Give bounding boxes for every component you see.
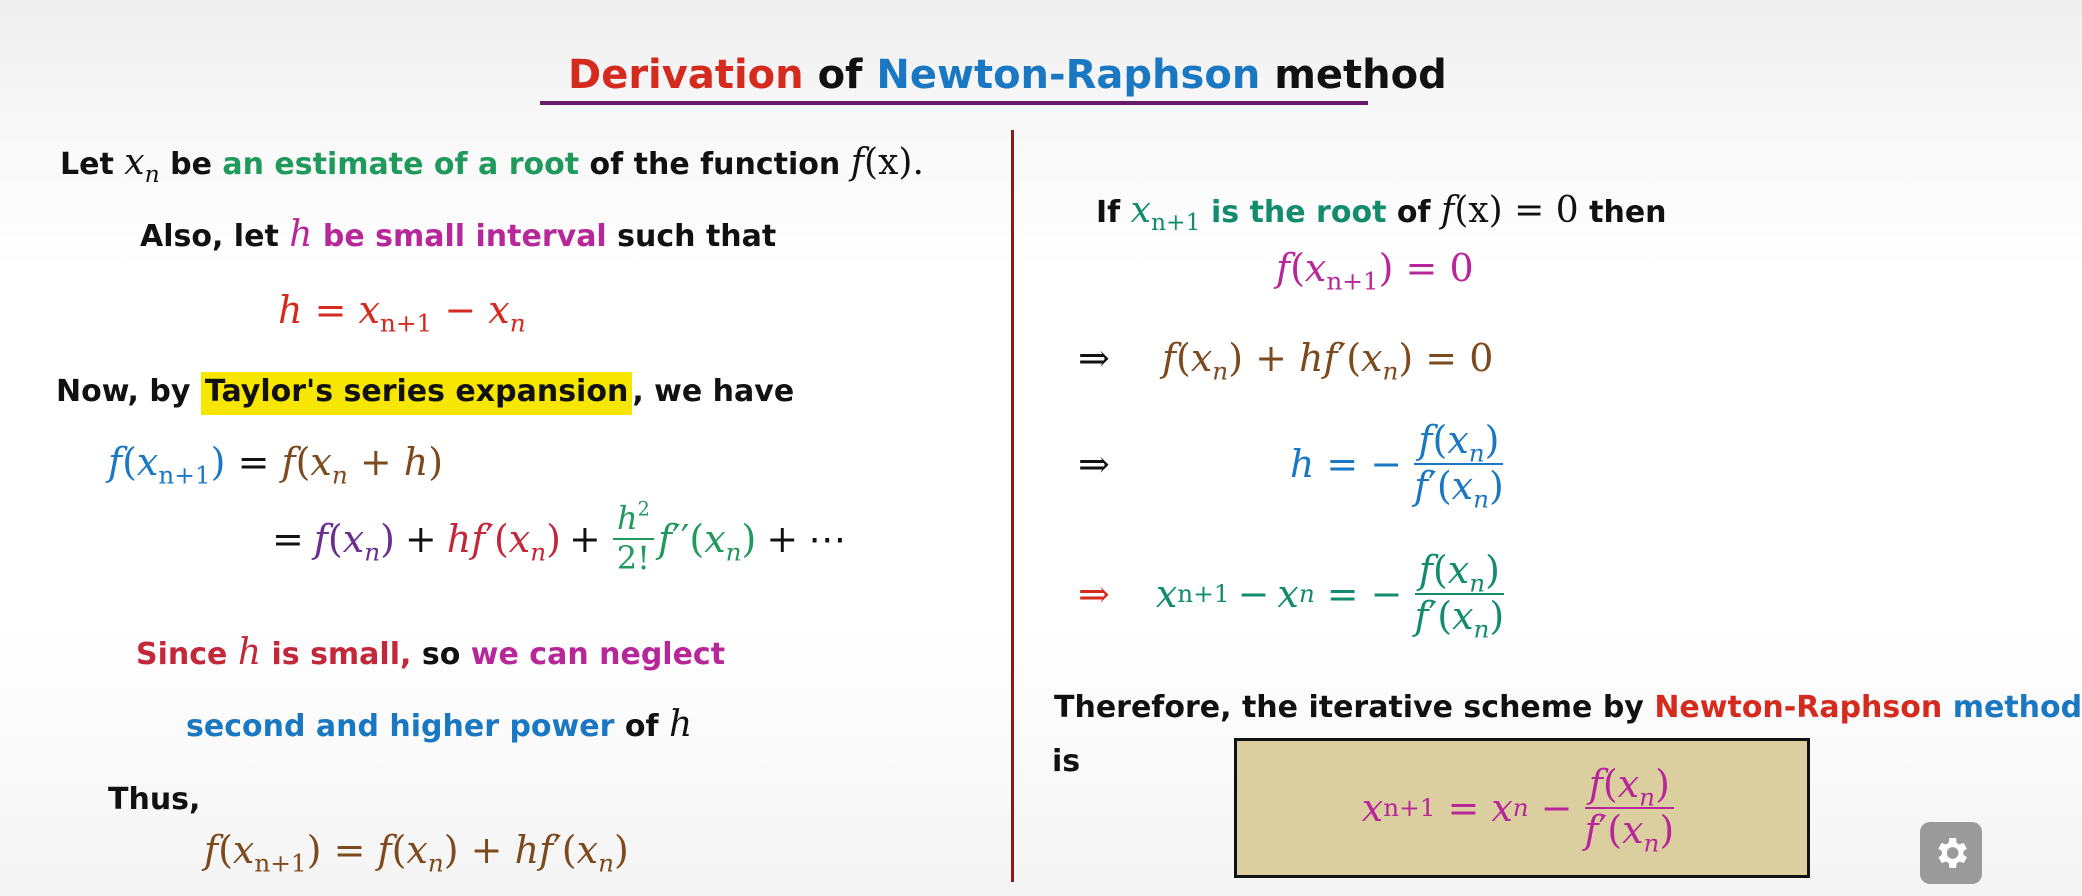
func-fx: f(x). <box>850 142 924 183</box>
equation-difference: ⇒ x n+1 − x n = − $\frac{f(x_n)}{f'(x_n)}$ <box>1078 548 1512 640</box>
line-if-root <box>1096 190 1667 237</box>
newton-raphson-formula: x n+1 = x n − $\frac{f(x_n)}{f'(x_n)}$ <box>1362 765 1682 851</box>
text-method: method <box>1952 690 2082 725</box>
fraction-f-over-fprime-2: $\frac{f(x_n)}{f'(x_n)}$ <box>1414 548 1505 644</box>
equation-result-left: $f(x_{n+1}) = f(x_n) + hf'(x_n)$ <box>204 828 629 878</box>
line-higher-power <box>186 704 692 745</box>
text-is-small: is small, <box>271 637 412 672</box>
line-since-h-small <box>136 632 725 673</box>
implies-arrow-2: ⇒ <box>1078 442 1110 486</box>
page-title <box>568 52 1447 98</box>
equation-taylor-zero: ⇒ $f(x_n) + hf'(x_n) = 0$ <box>1078 336 1494 386</box>
equation-taylor-line1: $f(x_{n+1}) = f(x_n + h)$ <box>108 440 444 490</box>
text-is-the-root: is the root <box>1210 195 1387 230</box>
column-divider <box>1011 130 1014 882</box>
text-such-that: such that <box>617 219 777 254</box>
var-h-small: h <box>237 632 262 673</box>
line-thus: Thus, <box>108 782 201 817</box>
text-let: Let <box>60 147 114 182</box>
text-then: then <box>1589 195 1667 230</box>
text-of-r: of <box>1396 195 1431 230</box>
gear-icon <box>1931 833 1971 873</box>
line-taylor-series <box>56 374 794 409</box>
text-if: If <box>1096 195 1121 230</box>
func-fx-zero: f(x) = 0 <box>1441 190 1579 231</box>
result-box <box>1234 738 1810 878</box>
fraction-h2-over-2fact: $\frac{h^2}{2!}$ <box>613 502 654 575</box>
line-let-xn <box>60 142 924 189</box>
var-h: h <box>289 214 313 255</box>
text-now-by: Now, by <box>56 374 191 409</box>
equation-taylor-line2: = $f(x_n)$ + $hf'(x_n)$ + $\frac{h^2}{2!}$ $f''(x_n)$ + ⋯ <box>272 497 847 577</box>
line-therefore <box>1054 690 2082 725</box>
equation-h-solved: ⇒ h = − $\frac{f(x_n)}{f'(x_n)}$ <box>1078 418 1512 510</box>
text-of-function: of the function <box>589 147 841 182</box>
text-estimate-root: an estimate of a root <box>222 147 580 182</box>
text-therefore: Therefore, the iterative scheme by <box>1054 690 1644 725</box>
title-word-of: of <box>817 52 863 98</box>
text-of: of <box>624 709 659 744</box>
text-be: be <box>170 147 212 182</box>
text-since: Since <box>136 637 228 672</box>
var-h-power: h <box>668 704 693 745</box>
line-is: is <box>1052 744 1081 779</box>
settings-button[interactable] <box>1920 822 1982 884</box>
var-xn1: $x_{n+1}$ <box>1130 190 1201 237</box>
fraction-f-over-fprime-1: $\frac{f(x_n)}{f'(x_n)}$ <box>1414 418 1504 514</box>
title-underline <box>540 101 1368 105</box>
equation-h-definition: $h = x_{n+1} - x_n$ <box>278 288 526 338</box>
text-we-have: , we have <box>632 374 795 409</box>
text-second-higher-power: second and higher power <box>186 709 615 744</box>
text-newton-raphson: Newton-Raphson <box>1654 690 1943 725</box>
var-x: $x_n$ <box>124 142 160 189</box>
text-so: so <box>421 637 461 672</box>
text-taylor-highlight: Taylor's series expansion <box>201 372 632 415</box>
equation-f-xn1-zero: $f(x_{n+1}) = 0$ <box>1276 246 1474 296</box>
line-also-let-h <box>140 214 776 255</box>
implies-arrow-1: ⇒ <box>1078 336 1110 380</box>
text-we-can-neglect: we can neglect <box>470 637 726 672</box>
text-small-interval: be small interval <box>322 219 607 254</box>
text-also-let: Also, let <box>140 219 279 254</box>
title-word-method: method <box>1274 52 1447 98</box>
title-word-newton-raphson: Newton-Raphson <box>876 52 1261 98</box>
fraction-f-over-fprime-3: $\frac{f(x_n)}{f'(x_n)}$ <box>1584 762 1675 858</box>
title-word-derivation: Derivation <box>568 52 804 98</box>
implies-arrow-3: ⇒ <box>1078 572 1110 616</box>
